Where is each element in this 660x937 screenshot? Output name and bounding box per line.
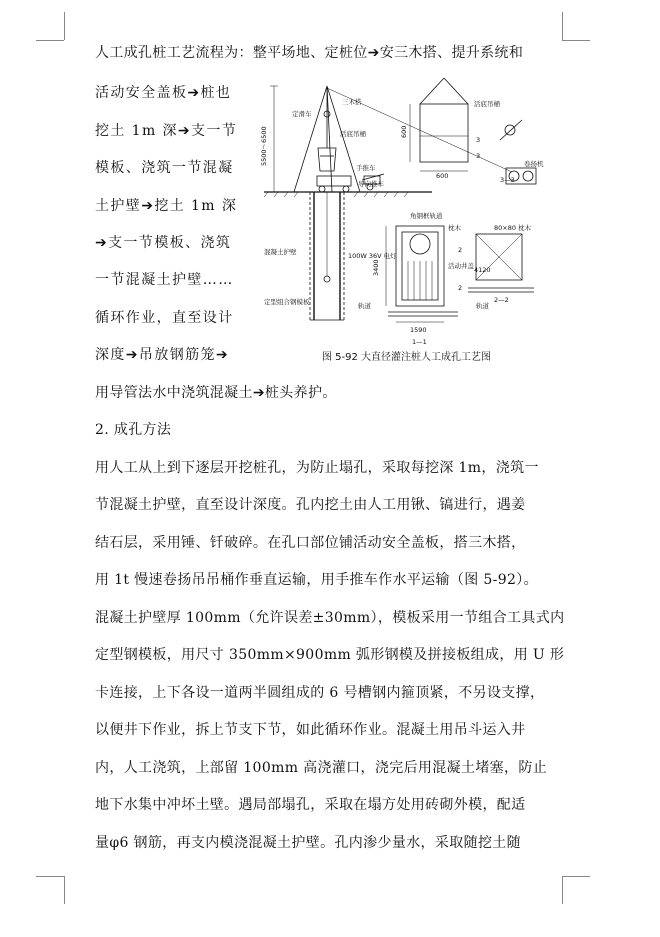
paragraph-line: 土护壁➔挖土 1m 深 xyxy=(95,198,238,214)
label-mark-2a: 2 xyxy=(458,246,463,254)
label-angle-track: 角钢框轨道 xyxy=(410,212,443,220)
label-dim-600-h: 600 xyxy=(400,125,408,138)
crop-mark xyxy=(562,40,590,41)
paragraph-line: 模板、浇筑一节混凝 xyxy=(95,160,234,176)
label-sleeper-size: 80×80 枕木 xyxy=(494,224,532,232)
crop-mark xyxy=(64,12,65,40)
label-concrete-wall: 混凝土护壁 xyxy=(264,248,297,256)
paragraph-line: 混凝土护壁厚 100mm（允许误差±30mm），模板采用一节组合工具式内 xyxy=(95,610,565,626)
label-dia-4120: 4120 xyxy=(474,266,491,274)
paragraph-line: 用导管法水中浇筑混凝土➔桩头养护。 xyxy=(95,385,337,401)
paragraph-line: 结石层，采用锤、钎破碎。在孔口部位铺活动安全盖板，搭三木搭， xyxy=(95,535,526,551)
paragraph-line: 内，人工浇筑，上部留 100mm 高浇灌口，浇完后用混凝土堵塞，防止 xyxy=(95,760,548,776)
label-fixed-pulley: 定滑车 xyxy=(292,110,312,118)
figure-caption: 图 5-92 大直径灌注桩人工成孔工艺图 xyxy=(322,352,492,363)
paragraph-line: 定型钢模板，用尺寸 350mm×900mm 弧形钢模及拼接板组成，用 U 形 xyxy=(95,647,565,663)
paragraph-line: 活动安全盖板➔桩也 xyxy=(95,85,232,101)
section-heading: 2. 成孔方法 xyxy=(95,422,172,438)
label-track-2: 轨道 xyxy=(476,302,489,310)
crop-mark xyxy=(36,876,64,877)
paragraph-line: 循环作业，直至设计 xyxy=(95,310,234,326)
paragraph-line: 人工成孔桩工艺流程为：整平场地、定桩位➔安三木搭、提升系统和 xyxy=(95,45,524,61)
crop-mark xyxy=(36,40,64,41)
label-section-3: 3—3 xyxy=(500,176,515,184)
paragraph-line: 节混凝土护壁，直至设计深度。孔内挖土由人工用锹、镐进行，遇姜 xyxy=(95,497,526,513)
crop-mark xyxy=(64,876,65,904)
label-tripod: 三木搭 xyxy=(342,98,362,106)
paragraph-line: 以便井下作业，拆上节支下节，如此循环作业。混凝土用吊斗运入井 xyxy=(95,722,526,738)
paragraph-line: 卡连接，上下各设一道两半圆组成的 6 号槽钢内箍顶紧，不另设支撑， xyxy=(95,685,545,701)
pile-boring-diagram xyxy=(262,76,568,366)
label-light: 100W 36V 电灯 xyxy=(348,252,397,260)
paragraph-line: 挖土 1m 深➔支一节 xyxy=(95,123,238,139)
paragraph-line: ➔支一节模板、浇筑 xyxy=(95,235,232,251)
label-section-2: 2—2 xyxy=(494,296,509,304)
label-track: 轨道 xyxy=(358,302,371,310)
label-dim-1590: 1590 xyxy=(410,326,427,334)
label-winch: 卷扬机 xyxy=(524,160,544,168)
paragraph-line: 用 1t 慢速卷扬吊吊桶作垂直运输，用手推车作水平运输（图 5-92）。 xyxy=(95,572,538,588)
label-steel-form: 定型组合钢模板 xyxy=(264,298,310,306)
paragraph-line: 一节混凝土护壁…… xyxy=(95,272,234,288)
label-section-1: 1—1 xyxy=(412,338,427,346)
label-movable-bucket: 活底吊桶 xyxy=(340,130,366,138)
label-dim-600-w: 600 xyxy=(436,172,449,180)
paragraph-line: 用人工从上到下逐层开挖桩孔，为防止塌孔，采取每挖深 1m，浇筑一 xyxy=(95,460,539,476)
crop-mark xyxy=(562,876,563,904)
label-hand-cart: 手推车 xyxy=(356,164,376,172)
paragraph-line: 深度➔吊放钢筋笼➔ xyxy=(95,347,230,363)
label-bucket-top: 活底吊桶 xyxy=(474,100,500,108)
label-guide-cart: 导向推车 xyxy=(358,180,384,188)
paragraph-line: 地下水集中冲坏土壁。遇局部塌孔，采取在塌方处用砖砌外模，配适 xyxy=(95,797,526,813)
crop-mark xyxy=(562,12,563,40)
label-height-range: 5500～6500 xyxy=(260,126,268,166)
paragraph-line: 量φ6 钢筋，再支内模浇混凝土护壁。孔内渗少量水，采取随挖土随 xyxy=(95,835,522,851)
label-mark-3b: 3 xyxy=(476,152,481,160)
label-mark-2b: 2 xyxy=(458,284,463,292)
label-dim-3400: 3400 xyxy=(372,259,380,276)
crop-mark xyxy=(562,876,590,877)
label-mark-3a: 3 xyxy=(476,136,481,144)
label-sleeper: 枕木 xyxy=(448,224,461,232)
label-movable-cover: 活动井盖 xyxy=(448,262,474,270)
